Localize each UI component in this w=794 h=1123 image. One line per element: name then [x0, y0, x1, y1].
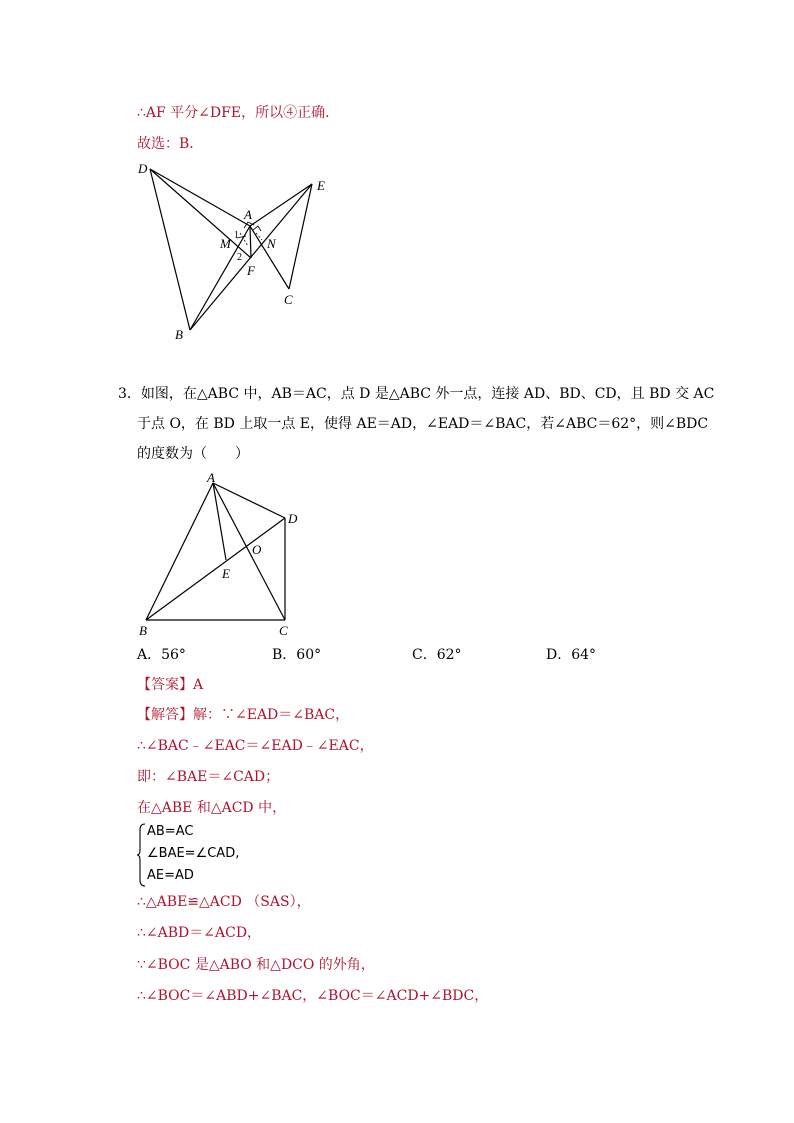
- label-e: E: [317, 178, 325, 193]
- label-c2: C: [279, 623, 288, 638]
- solution-line-7: ∵∠BOC 是△ABO 和△DCO 的外角，: [137, 957, 375, 973]
- option-a[interactable]: A．56°: [137, 647, 186, 663]
- system-row-2: ∠BAE=∠CAD,: [147, 846, 240, 861]
- solution-line-6: ∴∠ABD＝∠ACD，: [137, 925, 262, 941]
- solution-line-3: 即：∠BAE＝∠CAD；: [137, 769, 280, 785]
- solution-line-5: ∴△ABE≌△ACD （SAS），: [137, 894, 311, 910]
- problem3-line3: 的度数为（ ）: [137, 446, 249, 462]
- solution-line-2: ∴∠BAC﹣∠EAC＝∠EAD﹣∠EAC，: [137, 738, 374, 754]
- choice-line: 故选：B．: [137, 136, 204, 152]
- problem3-line1: 3．如图，在△ABC 中，AB＝AC，点 D 是△ABC 外一点，连接 AD、BD、CD，且 BD 交 AC: [118, 386, 715, 402]
- label-e2: E: [222, 566, 230, 581]
- label-d2: D: [288, 511, 298, 526]
- label-o2: O: [252, 542, 262, 557]
- system-row-3: AE=AD: [147, 868, 194, 883]
- solution-line-8: ∴∠BOC＝∠ABD+∠BAC，∠BOC＝∠ACD+∠BDC，: [137, 988, 489, 1004]
- label-b2: B: [139, 623, 147, 638]
- option-d[interactable]: D．64°: [546, 647, 597, 663]
- system-row-1: AB=AC: [147, 824, 194, 839]
- label-m: M: [220, 236, 231, 251]
- problem3-line2: 于点 O，在 BD 上取一点 E，使得 AE＝AD，∠EAD＝∠BAC，若∠ABC＝62°，则∠BDC: [137, 416, 709, 432]
- equation-system: [137, 822, 267, 888]
- label-angle-2: 2: [237, 252, 242, 263]
- label-a2: A: [207, 470, 215, 485]
- answer-line: 【答案】A: [137, 677, 204, 693]
- label-b: B: [175, 327, 183, 342]
- geometry-figure-1: [130, 155, 340, 345]
- label-c: C: [284, 292, 293, 307]
- label-f: F: [247, 263, 255, 278]
- geometry-figure-2: [130, 465, 310, 640]
- option-c[interactable]: C．62°: [412, 647, 462, 663]
- solution-line-4: 在△ABE 和△ACD 中，: [137, 800, 287, 816]
- label-a: A: [244, 207, 252, 222]
- label-n: N: [267, 236, 276, 251]
- label-d: D: [138, 161, 148, 176]
- conclusion-line: ∴AF 平分∠DFE，所以④正确．: [137, 105, 340, 121]
- option-b[interactable]: B．60°: [272, 647, 322, 663]
- label-angle-1: 1: [234, 230, 239, 241]
- solution-line-1: 【解答】解：∵∠EAD＝∠BAC，: [137, 707, 350, 723]
- brace-icon: [137, 822, 147, 888]
